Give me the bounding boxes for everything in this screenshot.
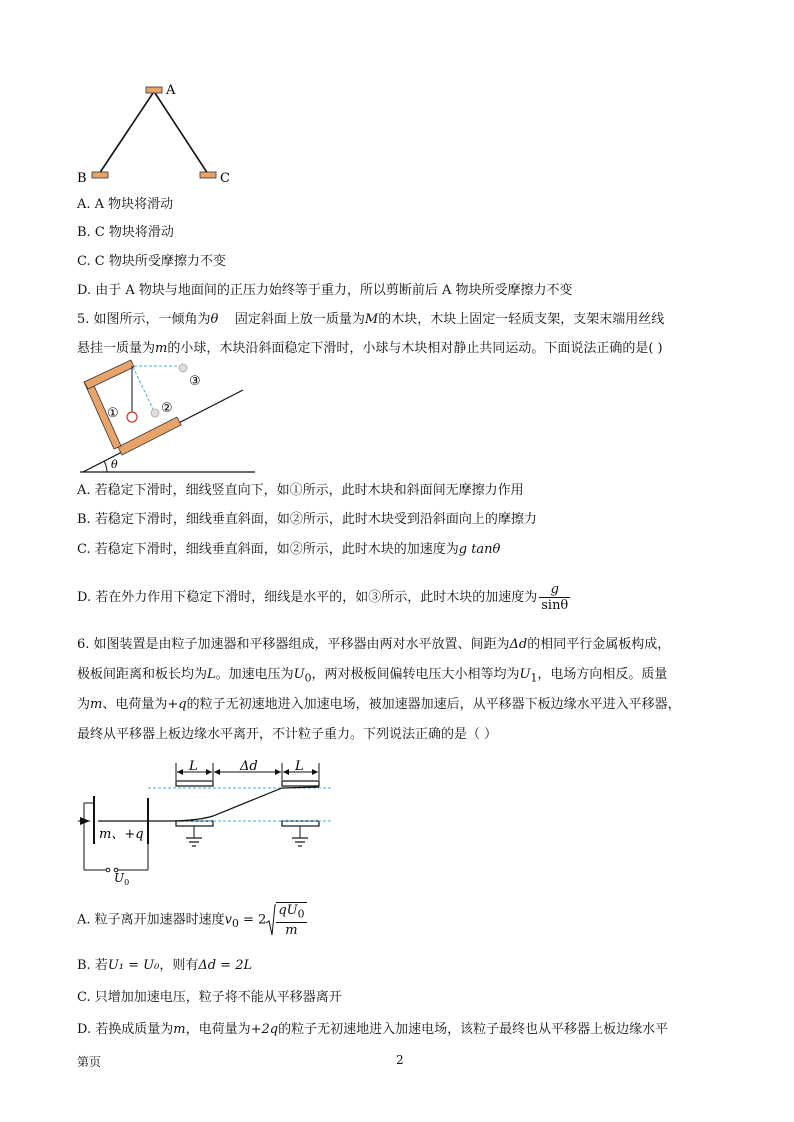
q5-stem-line1: 5. 如图所示，一倾角为θ 固定斜面上放一质量为M的木块，木块上固定一轻质支架，支架末端用丝线 [77, 312, 665, 327]
footer-label: 第页 [77, 1055, 102, 1069]
label-circle-1: ① [107, 406, 119, 421]
incline-figure [75, 360, 265, 475]
ball-3 [179, 364, 187, 372]
dim-label-L1: L [189, 759, 198, 774]
voltage-label: $U_0$ [114, 871, 130, 887]
particle-path-deflected [176, 787, 319, 821]
q5-stem-line2: 悬挂一质量为m的小球，木块沿斜面稳定下滑时，小球与木块相对静止共同运动。下面说法正确的是( ) [77, 341, 663, 356]
angle-arc [104, 461, 107, 472]
thread-perpendicular [133, 367, 153, 409]
lower-plate-right [282, 821, 319, 826]
q6-option-b: B. 若U₁ = U₀，则有Δd = 2L [77, 958, 253, 973]
q6-option-d: D. 若换成质量为m，电荷量为+2q的粒子无初速地进入加速电场，该粒子最终也从平移器上板边缘水平 [77, 1022, 669, 1037]
q5-option-a: A. 若稳定下滑时，细线竖直向下，如①所示，此时木块和斜面间无摩擦力作用 [77, 483, 524, 498]
q5-option-c: C. 若稳定下滑时，细线垂直斜面，如②所示，此时木块的加速度为g tanθ [77, 542, 501, 557]
q4-option-c: C. C 物块所受摩擦力不变 [77, 254, 226, 269]
label-circle-2: ② [161, 401, 173, 416]
label-c: C [220, 171, 230, 186]
q6-stem-line1: 6. 如图装置是由粒子加速器和平移器组成，平移器由两对水平放置、间距为Δd的相同平行金属板构成， [77, 637, 671, 652]
q5-option-b: B. 若稳定下滑时，细线垂直斜面，如②所示，此时木块受到沿斜面向上的摩擦力 [77, 512, 537, 527]
dim-label-dd: Δd [240, 759, 258, 774]
ball-2 [151, 409, 159, 417]
lower-plate-left [176, 821, 213, 826]
page-number: 2 [396, 1053, 404, 1067]
q4-option-b: B. C 物块将滑动 [77, 225, 174, 240]
upper-plate-right [282, 781, 319, 786]
block-a [146, 87, 162, 93]
triangle-figure [77, 80, 245, 190]
theta-label: θ [111, 458, 118, 471]
q6-option-c: C. 只增加加速电压，粒子将不能从平移器离开 [77, 990, 342, 1005]
q6-stem-line3: 为m、电荷量为+q的粒子无初速地进入加速电场，被加速器加速后，从平移器下板边缘水平进入平移器， [77, 697, 681, 712]
label-a: A [166, 83, 176, 98]
rope-ac [155, 93, 208, 174]
ball-1 [127, 412, 137, 422]
accelerator-translator-figure [70, 758, 350, 886]
label-circle-3: ③ [189, 374, 201, 389]
q5-option-d: D. 若在外力作用下稳定下滑时，细线是水平的，如③所示，此时木块的加速度为 $\frac{g}{\sin\theta}$ [77, 582, 569, 613]
q6-option-a: A. 粒子离开加速器时速度$v_0 = 2$ $\frac{qU_0}{m}$ [77, 903, 305, 938]
rope-ab [99, 93, 153, 174]
block-c [200, 172, 216, 178]
mass-charge-label: m、+q [99, 827, 144, 842]
q6-stem-line4: 最终从平移器上板边缘水平离开，不计粒子重力。下列说法正确的是（ ） [77, 727, 498, 742]
sqrt-sign [266, 903, 276, 937]
q4-option-d: D. 由于 A 物块与地面间的正压力始终等于重力，所以剪断前后 A 物块所受摩擦力不变 [77, 283, 573, 298]
wooden-block [118, 417, 181, 455]
label-b: B [77, 171, 87, 186]
q6-stem-line2: 极板间距离和板长均为L。加速电压为$U_0$，两对极板间偏转电压大小相等均为$U_1$，电场方向相反。质量 [77, 667, 668, 685]
q4-option-a: A. A 物块将滑动 [77, 197, 174, 212]
dim-label-L2: L [295, 759, 304, 774]
block-b [92, 172, 108, 178]
upper-plate-left [176, 781, 213, 786]
bracket-arm [84, 360, 134, 389]
